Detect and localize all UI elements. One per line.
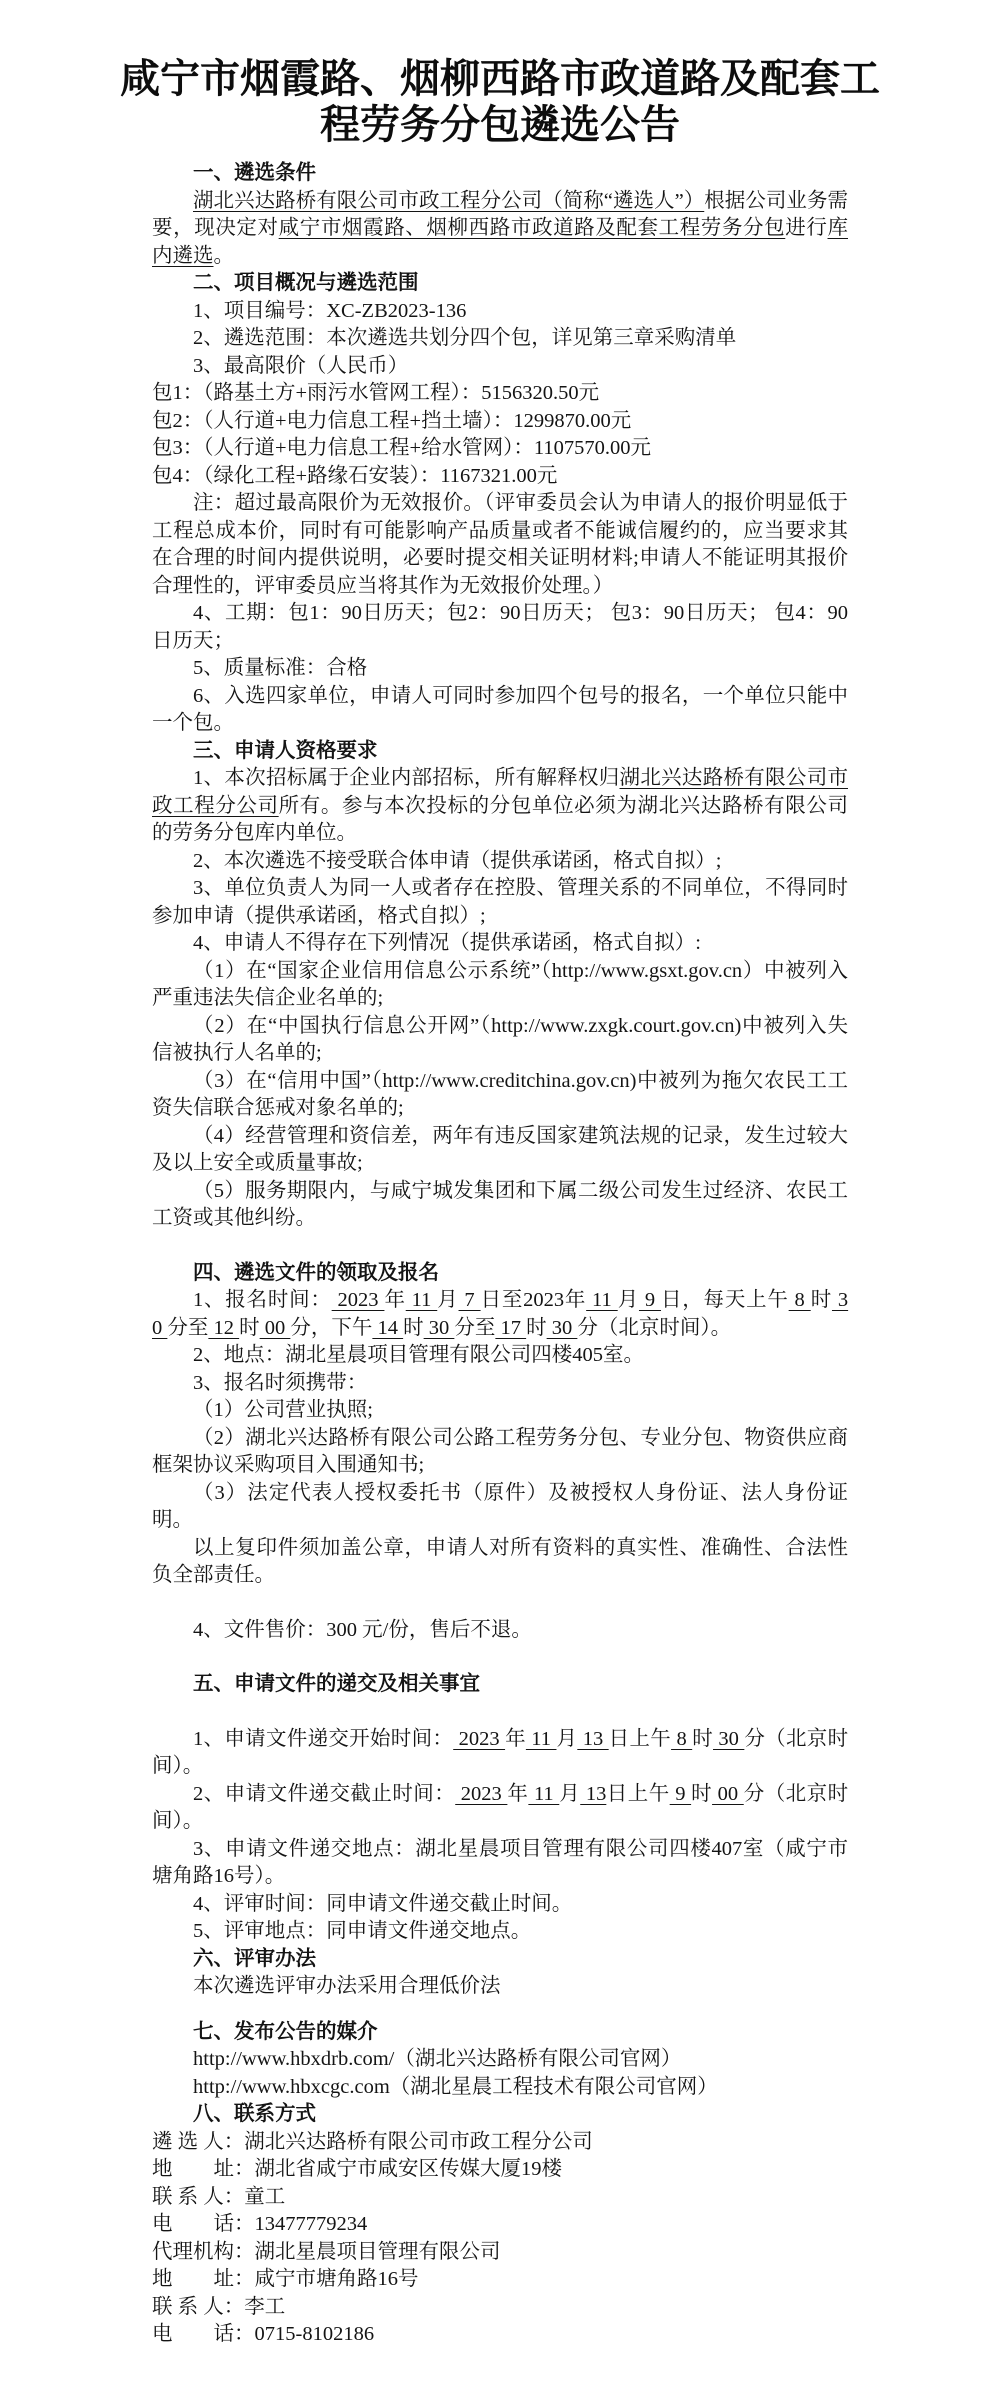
heading-announcement-media bbox=[152, 2019, 848, 2047]
review-method bbox=[152, 1973, 848, 2001]
duration bbox=[152, 600, 848, 655]
underlined-text: 30 bbox=[423, 1316, 455, 1339]
underlined-text: 8 bbox=[671, 1727, 693, 1750]
underlined-text: 12 bbox=[208, 1316, 240, 1339]
text-run: 分（北京时间）。 bbox=[577, 1316, 732, 1339]
text-run: （3）法定代表人授权委托书（原件）及被授权人身份证、法人身份证明。 bbox=[152, 1481, 848, 1531]
bring-item-2 bbox=[152, 1425, 848, 1480]
text-run: 2、地点：湖北星晨项目管理有限公司四楼405室。 bbox=[193, 1344, 644, 1366]
text-run: 4、文件售价：300 元/份，售后不退。 bbox=[193, 1618, 532, 1641]
text-run: 七、发布公告的媒介 bbox=[193, 2020, 378, 2043]
underlined-text: 11 bbox=[586, 1289, 618, 1311]
text-run: 6、入选四家单位，申请人可同时参加四个包号的报名，一个单位只能中一个包。 bbox=[152, 684, 848, 734]
package-3-price bbox=[152, 435, 848, 463]
page-title-line-2: 程劳务分包遴选公告 bbox=[320, 102, 680, 147]
text-run: 年 bbox=[507, 1782, 529, 1805]
text-run: 时 bbox=[691, 1782, 713, 1805]
quality-standard bbox=[152, 655, 848, 683]
selection-conditions-paragraph bbox=[152, 188, 848, 271]
page-title-line-1: 咸宁市烟霞路、烟柳西路市政道路及配套工 bbox=[120, 56, 880, 101]
text-run: 5、评审地点：同申请文件递交地点。 bbox=[193, 1920, 532, 1942]
selector-name bbox=[152, 2129, 848, 2157]
selection-scope bbox=[152, 325, 848, 353]
selector-phone bbox=[152, 2211, 848, 2239]
submission-deadline bbox=[152, 1781, 848, 1836]
text-run: 包4：（绿化工程+路缘石安装）：1167321.00元 bbox=[152, 464, 558, 487]
page-title bbox=[80, 56, 920, 148]
text-run: 2、本次遴选不接受联合体申请（提供承诺函，格式自拟）; bbox=[193, 849, 722, 872]
text-run: 八、联系方式 bbox=[193, 2103, 316, 2125]
qualification-4-item-1 bbox=[152, 958, 848, 1013]
text-run: 以上复印件须加盖公章，申请人对所有资料的真实性、准确性、合法性负全部责任。 bbox=[152, 1536, 848, 1586]
underlined-text: 湖北兴达路桥有限公司市政工程分公司 bbox=[152, 767, 848, 817]
text-run: 1、本次招标属于企业内部招标，所有解释权归 bbox=[193, 767, 620, 789]
text-run: 5、质量标准：合格 bbox=[193, 657, 368, 679]
text-run: 根据公司业务需要，现决定对 bbox=[152, 189, 848, 239]
qualification-2 bbox=[152, 848, 848, 876]
review-place bbox=[152, 1918, 848, 1946]
text-run: 2、申请文件递交截止时间： bbox=[193, 1782, 456, 1805]
text-run: 2、遴选范围：本次遴选共划分四个包，详见第三章采购清单 bbox=[193, 327, 737, 349]
heading-applicant-qualifications bbox=[152, 738, 848, 766]
text-run: 注：超过最高限价为无效报价。（评审委员会认为申请人的报价明显低于工程总成本价，同时有可能影响产品质量或者不能诚信履约的，应当要求其在合理的时间内提供说明，必要时提交相关证明材料;申请人不能证明其报价合理性的，评审委员应当将其作为无效报价处理。） bbox=[152, 492, 848, 597]
bring-item-3 bbox=[152, 1480, 848, 1535]
heading-review-method bbox=[152, 1946, 848, 1974]
package-4-price bbox=[152, 463, 848, 491]
text-run: 3、单位负责人为同一人或者存在控股、管理关系的不同单位，不得同时参加申请（提供承诺函，格式自拟）; bbox=[152, 877, 848, 927]
text-run: 三、申请人资格要求 bbox=[193, 739, 378, 762]
underlined-text: 9 bbox=[638, 1289, 662, 1311]
text-run: 年 bbox=[505, 1727, 526, 1750]
underlined-text: 11 bbox=[405, 1289, 438, 1311]
document-body bbox=[152, 160, 848, 2349]
text-run: 一、遴选条件 bbox=[193, 162, 316, 184]
text-run: 包2：（人行道+电力信息工程+挡土墙）：1299870.00元 bbox=[152, 409, 632, 432]
text-run: 日至2023年 bbox=[480, 1289, 587, 1311]
qualification-4-item-5 bbox=[152, 1178, 848, 1233]
underlined-text: 2023 bbox=[455, 1782, 508, 1805]
underlined-text: 30 bbox=[713, 1727, 745, 1750]
text-run: 日上午 bbox=[606, 1782, 670, 1805]
underlined-text: 00 bbox=[712, 1782, 744, 1805]
text-run: 分（北京时间）。 bbox=[152, 1727, 849, 1777]
underlined-text: 13 bbox=[577, 1727, 609, 1750]
text-run: （2）在“中国执行信息公开网”（http://www.zxgk.court.gov.cn)中被列入失信被执行人名单的; bbox=[152, 1014, 848, 1064]
registration-time bbox=[152, 1287, 848, 1342]
text-run: 时 bbox=[810, 1289, 832, 1311]
text-run: 时 bbox=[526, 1316, 547, 1339]
text-run: 日上午 bbox=[608, 1727, 672, 1750]
underlined-text: 2023 bbox=[331, 1289, 385, 1311]
registration-place bbox=[152, 1342, 848, 1370]
text-run: 月 bbox=[437, 1289, 459, 1311]
text-run: 日，每天上午 bbox=[661, 1289, 789, 1311]
agency-phone bbox=[152, 2321, 848, 2349]
underlined-text: 17 bbox=[495, 1316, 527, 1339]
package-2-price bbox=[152, 408, 848, 436]
text-run: 遴 选 人：湖北兴达路桥有限公司市政工程分公司 bbox=[152, 2130, 593, 2153]
underlined-text: 库内遴选 bbox=[152, 217, 848, 267]
selector-contact-person bbox=[152, 2184, 848, 2212]
qualification-4-item-3 bbox=[152, 1068, 848, 1123]
copies-note bbox=[152, 1535, 848, 1590]
bring-item-1 bbox=[152, 1397, 848, 1425]
text-run: 进行 bbox=[785, 217, 828, 239]
heading-selection-conditions bbox=[152, 160, 848, 188]
text-run: 时 bbox=[692, 1727, 713, 1750]
text-run: 所有。参与本次投标的分包单位必须为湖北兴达路桥有限公司的劳务分包库内单位。 bbox=[152, 794, 848, 844]
text-run: 电 话：13477779234 bbox=[152, 2213, 368, 2235]
text-run: 1、申请文件递交开始时间： bbox=[193, 1727, 454, 1750]
text-run: （4）经营管理和资信差，两年有违反国家建筑法规的记录，发生过较大及以上安全或质量事故; bbox=[152, 1124, 848, 1174]
media-url-2 bbox=[152, 2074, 848, 2102]
text-run: 联 系 人：童工 bbox=[152, 2185, 286, 2208]
submission-place bbox=[152, 1836, 848, 1891]
text-run: 3、报名时须携带： bbox=[193, 1371, 368, 1394]
underlined-text: 湖北兴达路桥有限公司市政工程分公司（简称“遴选人”） bbox=[193, 189, 705, 212]
selector-address bbox=[152, 2156, 848, 2184]
text-run: 联 系 人：李工 bbox=[152, 2295, 286, 2318]
underlined-text: 2023 bbox=[453, 1727, 506, 1750]
heading-document-collection bbox=[152, 1260, 848, 1288]
agency-address bbox=[152, 2266, 848, 2294]
underlined-text: 13 bbox=[580, 1782, 607, 1805]
underlined-text: 7 bbox=[458, 1289, 481, 1311]
qualification-3 bbox=[152, 875, 848, 930]
document-price bbox=[152, 1617, 848, 1645]
qualification-4-item-4 bbox=[152, 1123, 848, 1178]
project-number bbox=[152, 298, 848, 326]
registration-bring bbox=[152, 1370, 848, 1398]
submission-start-time bbox=[152, 1726, 848, 1781]
text-run: 4、申请人不得存在下列情况（提供承诺函，格式自拟）: bbox=[193, 932, 701, 954]
text-run: 。 bbox=[213, 244, 234, 267]
text-run: 月 bbox=[617, 1289, 639, 1311]
text-run: 3、申请文件递交地点：湖北星晨项目管理有限公司四楼407室（咸宁市塘角路16号）。 bbox=[152, 1837, 848, 1887]
text-run: （1）在“国家企业信用信息公示系统”（http://www.gsxt.gov.cn）中被列入严重违法失信企业名单的; bbox=[152, 959, 848, 1009]
text-run: 电 话：0715-8102186 bbox=[152, 2323, 375, 2345]
underlined-text: 咸宁市烟霞路、烟柳西路市政道路及配套工程劳务分包 bbox=[278, 217, 786, 239]
text-run: 二、项目概况与遴选范围 bbox=[193, 272, 419, 294]
text-run: 地 址：咸宁市塘角路16号 bbox=[152, 2268, 419, 2290]
winner-count bbox=[152, 683, 848, 738]
agency-name bbox=[152, 2239, 848, 2267]
underlined-text: 14 bbox=[372, 1316, 404, 1339]
text-run: （3）在“信用中国”（http://www.creditchina.gov.cn)中被列为拖欠农民工工资失信联合惩戒对象名单的; bbox=[152, 1069, 848, 1119]
text-run: 时 bbox=[239, 1316, 260, 1339]
text-run: 六、评审办法 bbox=[193, 1947, 316, 1970]
text-run: 分至 bbox=[167, 1316, 209, 1339]
text-run: 本次遴选评审办法采用合理低价法 bbox=[193, 1975, 501, 1997]
text-run: 月 bbox=[559, 1782, 581, 1805]
text-run: 4、评审时间：同申请文件递交截止时间。 bbox=[193, 1892, 573, 1915]
underlined-text: 30 bbox=[152, 1289, 849, 1339]
text-run: 年 bbox=[384, 1289, 406, 1311]
qualification-4-item-2 bbox=[152, 1013, 848, 1068]
heading-submission bbox=[152, 1671, 848, 1699]
qualification-4 bbox=[152, 930, 848, 958]
text-run: 4、工期：包1：90日历天；包2：90日历天； 包3：90日历天； 包4：90日历天； bbox=[152, 602, 848, 652]
underlined-text: 8 bbox=[788, 1289, 811, 1311]
text-run: http://www.hbxcgc.com（湖北星晨工程技术有限公司官网） bbox=[193, 2075, 718, 2098]
price-note bbox=[152, 490, 848, 600]
text-run: 包1：（路基土方+雨污水管网工程）：5156320.50元 bbox=[152, 382, 600, 404]
text-run: 分，下午 bbox=[290, 1316, 373, 1339]
text-run: 包3：（人行道+电力信息工程+给水管网）：1107570.00元 bbox=[152, 437, 651, 459]
text-run: 时 bbox=[403, 1316, 424, 1339]
underlined-text: 30 bbox=[546, 1316, 578, 1339]
text-run: http://www.hbxdrb.com/（湖北兴达路桥有限公司官网） bbox=[193, 2048, 682, 2070]
text-run: 月 bbox=[556, 1727, 578, 1750]
package-1-price bbox=[152, 380, 848, 408]
qualification-1 bbox=[152, 765, 848, 848]
underlined-text: 00 bbox=[259, 1316, 291, 1339]
text-run: 代理机构：湖北星晨项目管理有限公司 bbox=[152, 2240, 501, 2263]
text-run: 四、遴选文件的领取及报名 bbox=[193, 1261, 439, 1284]
heading-contact-info bbox=[152, 2101, 848, 2129]
agency-contact-person bbox=[152, 2294, 848, 2322]
media-url-1 bbox=[152, 2046, 848, 2074]
underlined-text: 11 bbox=[528, 1782, 560, 1805]
underlined-text: 9 bbox=[669, 1782, 692, 1805]
text-run: 1、报名时间： bbox=[193, 1289, 332, 1311]
text-run: （1）公司营业执照; bbox=[193, 1399, 373, 1421]
review-time bbox=[152, 1891, 848, 1919]
text-run: （5）服务期限内，与咸宁城发集团和下属二级公司发生过经济、农民工工资或其他纠纷。 bbox=[152, 1179, 848, 1229]
text-run: 地 址：湖北省咸宁市咸安区传媒大厦19楼 bbox=[152, 2158, 562, 2180]
underlined-text: 11 bbox=[525, 1727, 557, 1750]
text-run: 分（北京时间）。 bbox=[152, 1782, 849, 1832]
max-price-label bbox=[152, 353, 848, 381]
text-run: 1、项目编号：XC-ZB2023-136 bbox=[193, 299, 467, 322]
heading-project-overview bbox=[152, 270, 848, 298]
text-run: 3、最高限价（人民币） bbox=[193, 354, 409, 377]
text-run: 分至 bbox=[454, 1316, 496, 1339]
text-run: 五、申请文件的递交及相关事宜 bbox=[193, 1673, 480, 1695]
text-run: （2）湖北兴达路桥有限公司公路工程劳务分包、专业分包、物资供应商框架协议采购项目入围通知书; bbox=[152, 1426, 848, 1476]
